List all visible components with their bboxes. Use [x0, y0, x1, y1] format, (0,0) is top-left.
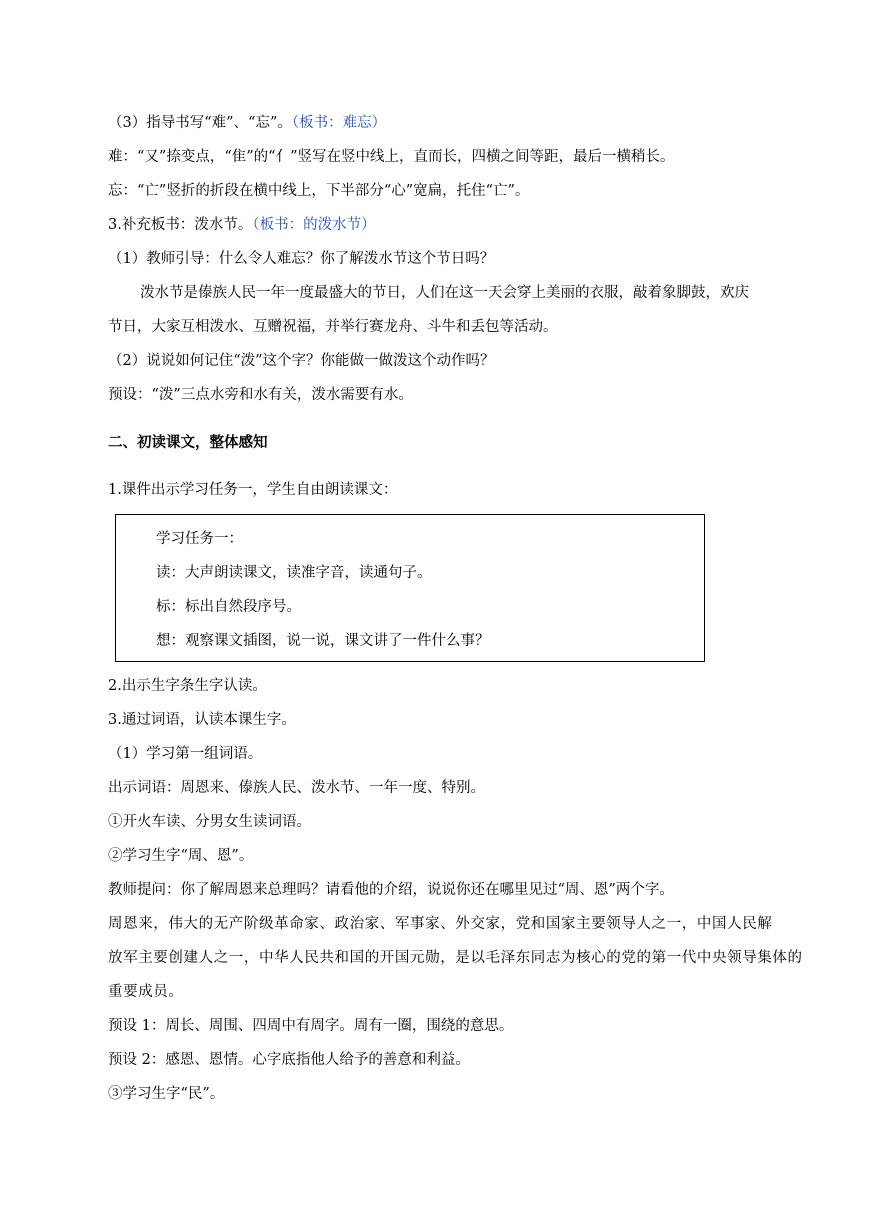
nan-writing-tip: 难：“又”捺变点，“隹”的“亻”竖写在竖中线上，直而长，四横之间等距，最后一横稍长。	[108, 149, 675, 165]
teacher-question-line: 教师提问：你了解周恩来总理吗？请看他的介绍，说说你还在哪里见过“周、恩”两个字。	[108, 882, 674, 898]
task-think: 想：观察课文插图，说一说，课文讲了一件什么事？	[156, 633, 490, 649]
show-words-line: 出示词语：周恩来、傣族人民、泼水节、一年一度、特别。	[108, 780, 485, 796]
task-intro-line: 1.课件出示学习任务一，学生自由朗读课文：	[108, 482, 398, 498]
show-characters-line: 2.出示生字条生字认读。	[108, 678, 267, 694]
learn-zhou-en-line: ②学习生字“周、恩”。	[108, 848, 254, 864]
board-note-poshuijie: （板书：的泼水节）	[252, 217, 376, 233]
step-write-text: （3）指导书写“难”、“忘”。	[108, 115, 292, 131]
board-note-nanwang: （板书：难忘）	[291, 115, 387, 131]
zhou-intro-line-3: 重要成员。	[108, 984, 184, 1000]
preset-two-line: 预设 2：感恩、恩情。心字底指他人给予的善意和利益。	[108, 1052, 470, 1068]
task-box	[115, 514, 705, 662]
remember-po-line: （2）说说如何记住“泼”这个字？你能做一做泼这个动作吗？	[108, 353, 495, 369]
wang-writing-tip: 忘：“亡”竖折的折段在横中线上，下半部分“心”宽扁，托住“亡”。	[108, 183, 530, 199]
words-read-line: 3.通过词语，认读本课生字。	[108, 712, 296, 728]
section-heading: 二、初读课文，整体感知	[108, 434, 268, 451]
task-title: 学习任务一：	[156, 531, 243, 547]
train-read-line: ①开火车读、分男女生读词语。	[108, 814, 311, 830]
step-write-line	[108, 113, 386, 133]
preset-po-line: 预设：“泼”三点水旁和水有关，泼水需要有水。	[108, 387, 413, 403]
task-read: 读：大声朗读课文，读准字音，读通句子。	[156, 565, 432, 581]
festival-desc-line-2: 节日，大家互相泼水、互赠祝福，并举行赛龙舟、斗牛和丢包等活动。	[108, 319, 558, 335]
zhou-intro-line-1: 周恩来，伟大的无产阶级革命家、政治家、军事家、外交家，党和国家主要领导人之一，中国人民解	[108, 916, 773, 932]
group-one-line: （1）学习第一组词语。	[108, 746, 263, 762]
preset-one-line: 预设 1：周长、周围、四周中有周字。周有一圈，围绕的意思。	[108, 1018, 514, 1034]
supplement-board-text: 3.补充板书：泼水节。	[108, 217, 253, 233]
festival-desc-line-1: 泼水节是傣族人民一年一度最盛大的节日，人们在这一天会穿上美丽的衣服，敲着象脚鼓，欢庆	[140, 285, 749, 301]
teacher-guide-line: （1）教师引导：什么令人难忘？你了解泼水节这个节日吗？	[108, 251, 495, 267]
task-mark: 标：标出自然段序号。	[156, 599, 301, 615]
zhou-intro-line-2: 放军主要创建人之一，中华人民共和国的开国元勋，是以毛泽东同志为核心的党的第一代中央领导集体的	[108, 950, 803, 966]
supplement-board-line	[108, 215, 376, 235]
learn-min-line: ③学习生字“民”。	[108, 1086, 225, 1102]
